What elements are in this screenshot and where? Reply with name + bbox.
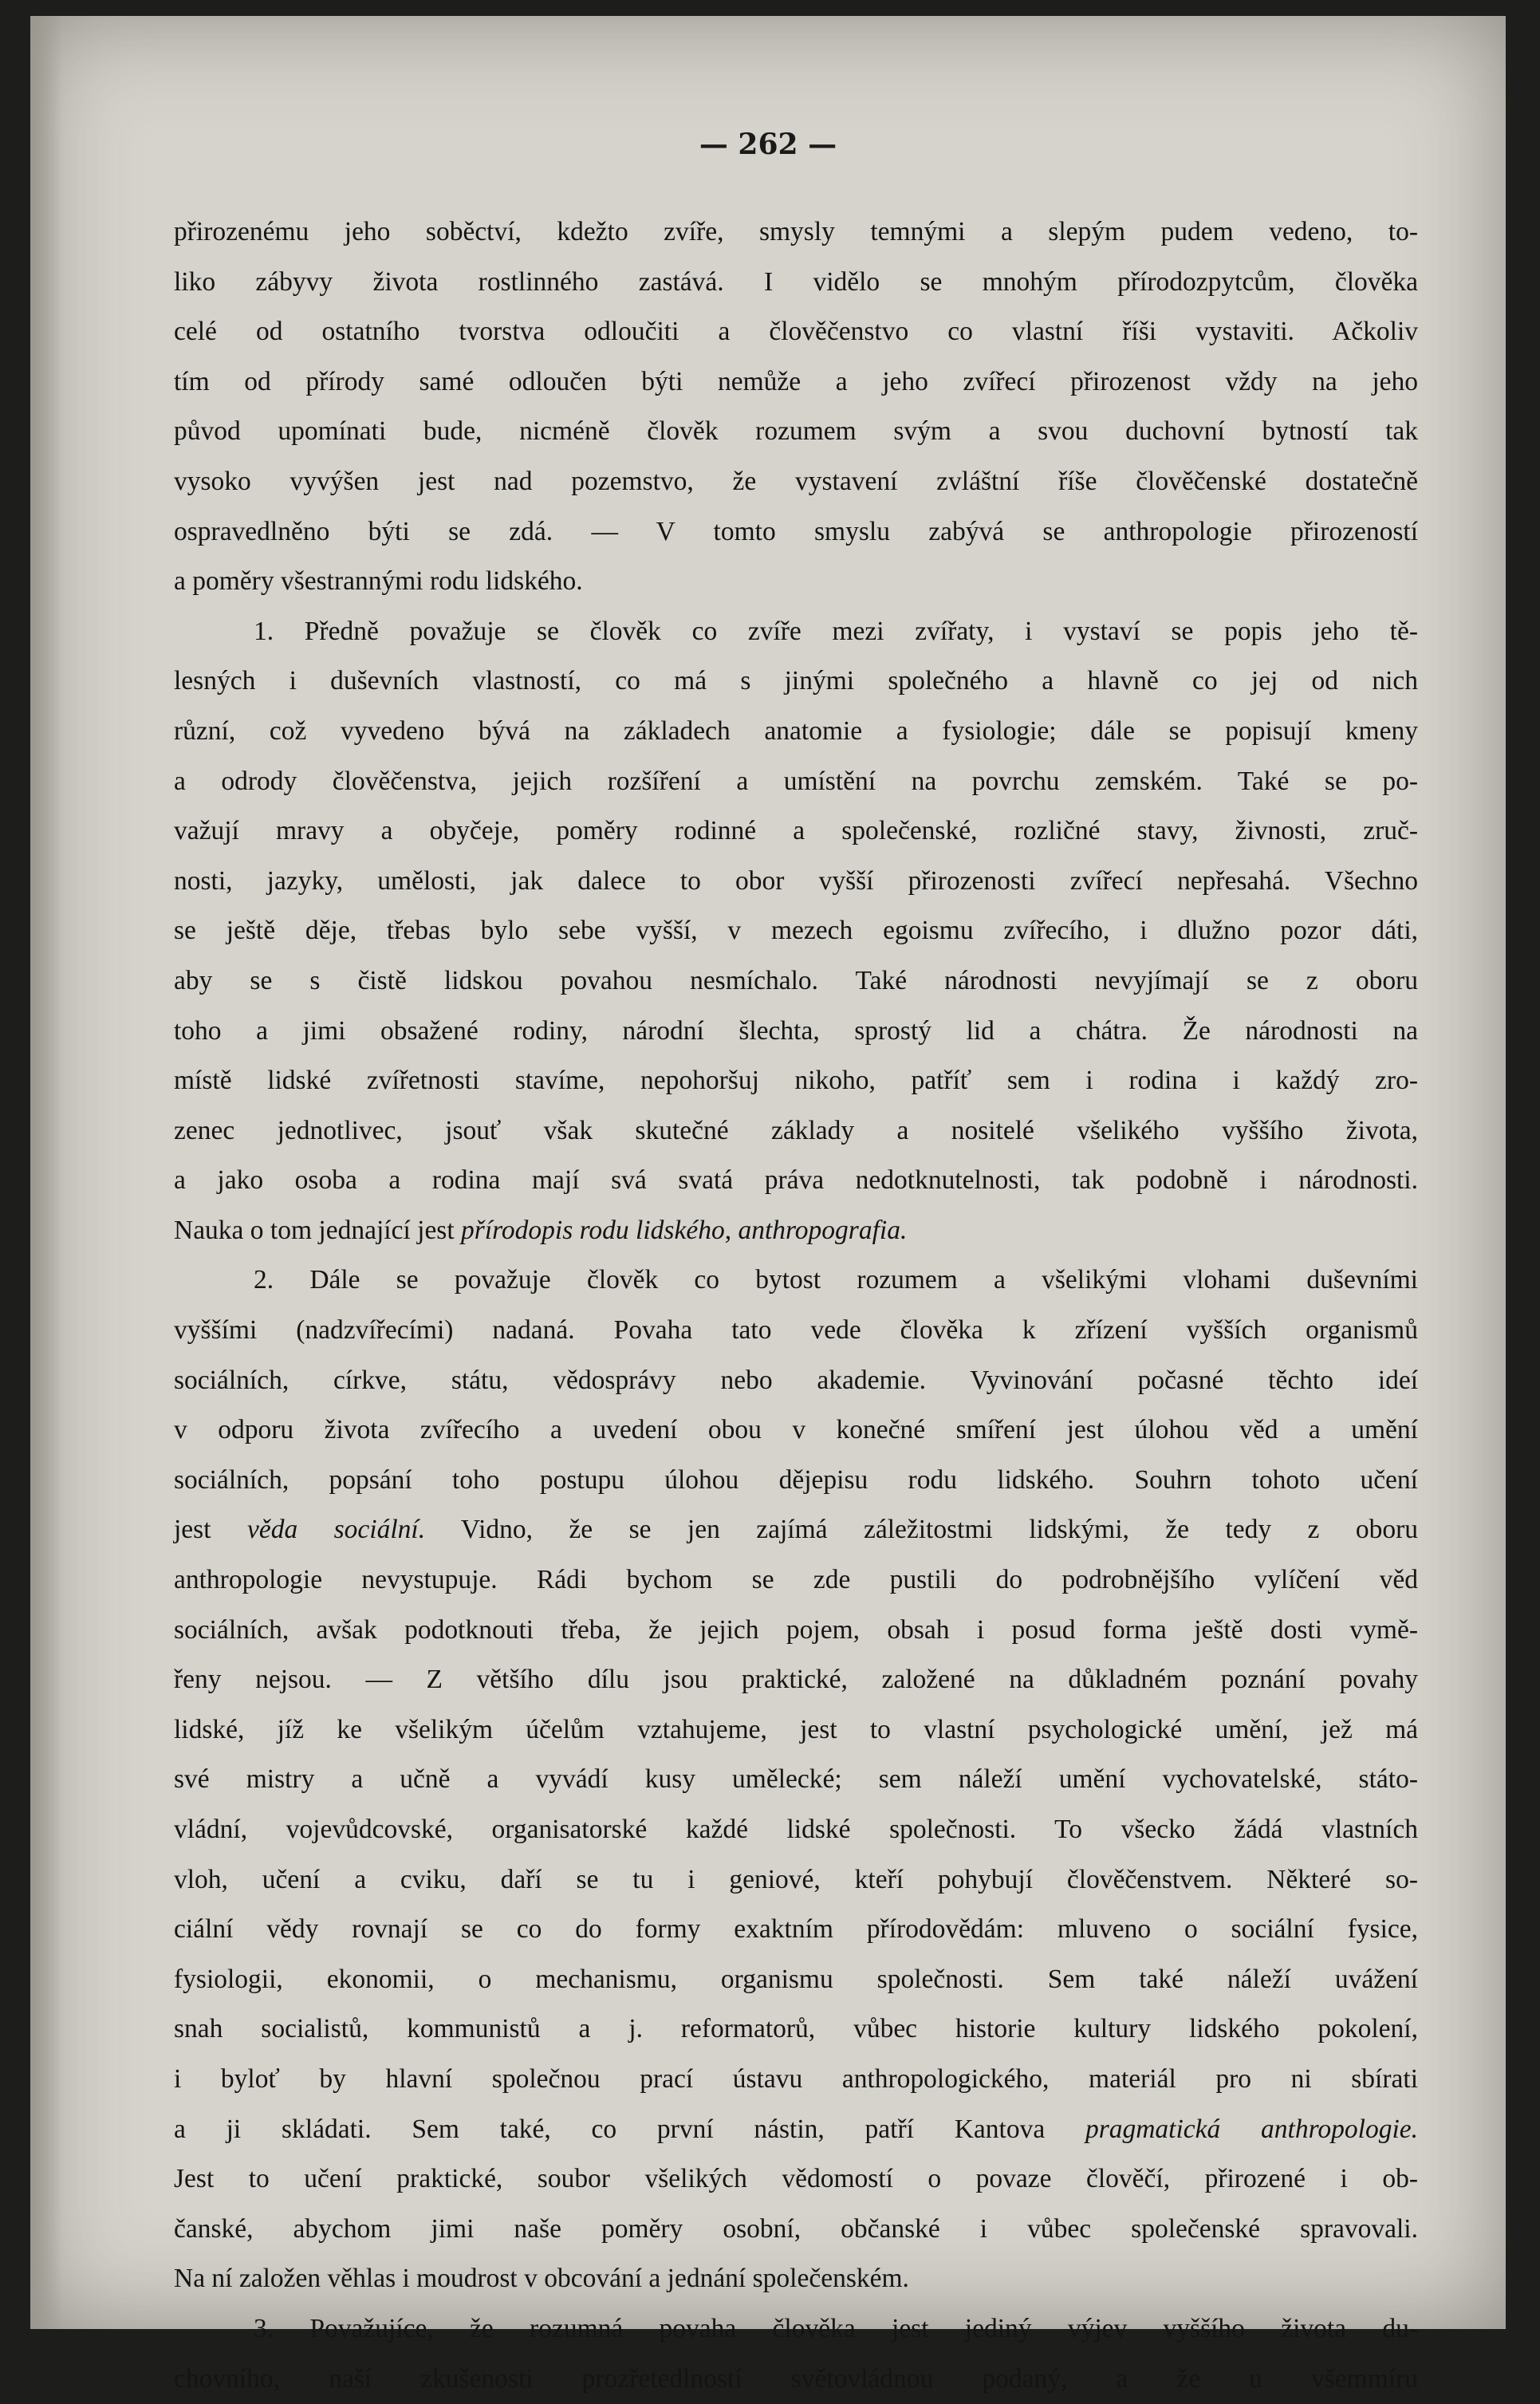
text-line-mixed [174,2105,1418,2155]
text-line: važují mravy a obyčeje, poměry rodinné a společenské, rozličné stavy, živnosti, zruč- [174,816,1418,846]
text-line: liko zábyvy života rostlinného zastává. I vidělo se mnohým přírodozpytcům, člověka [174,266,1418,297]
italic-term: věda sociální. [246,1515,426,1545]
text-line: původ upomínati bude, nicméně člověk rozumem svým a svou duchovní bytností tak [174,416,1418,447]
text-line: přirozenému jeho soběctví, kdežto zvíře, smysly temnými a slepým pudem vedeno, to- [174,217,1418,246]
text-line: celé od ostatního tvorstva odloučiti a člověčenstvo co vlastní říši vystaviti. Ačkoliv [174,317,1418,347]
text-line: své mistry a učně a vyvádí kusy umělecké; sem náleží umění vychovatelské, státo- [174,1764,1418,1795]
text-line: a odrody člověčenstva, jejich rozšíření a umístění na povrchu zemském. Také se po- [174,766,1418,796]
text-line-mixed [174,1505,1418,1555]
text-line-mixed [174,1206,1418,1256]
text-line: ospravedlněno býti se zdá. — V tomto smyslu zabývá se anthropologie přirozeností [174,516,1418,546]
text-line: 3. Považujíce, že rozumná povaha člověka jest jediný výjev vyššího života du- [254,2313,1418,2343]
text-line: lesných i duševních vlastností, co má s jinými společného a hlavně co jej od nich [174,666,1418,696]
text-line: ciální vědy rovnají se co do formy exaktním přírodovědám: mluveno o sociální fysice, [174,1914,1418,1945]
text-line: fysiologii, ekonomii, o mechanismu, organismu společnosti. Sem také náleží uvážení [174,1964,1418,1994]
text-line: sociálních, církve, státu, vědosprávy nebo akademie. Vyvinování počasné těchto ideí [174,1365,1418,1395]
text-line: různí, což vyvedeno bývá na základech anatomie a fysiologie; dále se popisují kmeny [174,715,1418,746]
text-line: řeny nejsou. — Z většího dílu jsou praktické, založené na důkladném poznání povahy [174,1665,1418,1695]
text-line: a jako osoba a rodina mají svá svatá práva nedotknutelnosti, tak podobně i národnosti. [174,1165,1418,1196]
text-run: Nauka o tom jednající jest [174,1215,462,1245]
text-line: vloh, učení a cviku, daří se tu i geniové, kteří pohybují člověčenstvem. Některé so- [174,1864,1418,1894]
text-line: vysoko vyvýšen jest nad pozemstvo, že vystavení zvláštní říše člověčenské dostatečně [174,466,1418,496]
text-line: vládní, vojevůdcovské, organisatorské každé lidské společnosti. To všecko žádá vlastních [174,1815,1418,1844]
book-page [30,16,1506,2394]
text-line: zenec jednotlivec, jsouť však skutečné základy a nositelé všelikého vyššího života, [174,1115,1418,1145]
text-line: sociálních, avšak podotknouti třeba, že jejich pojem, obsah i posud forma ještě dosti vymě- [174,1614,1418,1645]
text-line: toho a jimi obsažené rodiny, národní šlechta, sprostý lid a chátra. Že národnosti na [174,1015,1418,1046]
text-line: v odporu života zvířecího a uvedení obou v konečné smíření jest úlohou věd a umění [174,1415,1418,1445]
italic-term: přírodopis rodu lidského, anthropografia. [461,1215,908,1245]
text-line: anthropologie nevystupuje. Rádi bychom se zde pustili do podrobnějšího vylíčení věd [174,1565,1418,1595]
text-line: tím od přírody samé odloučen býti nemůže a jeho zvířecí přirozenost vždy na jeho [174,366,1418,396]
text-line: snah socialistů, kommunistů a j. reformatorů, vůbec historie kultury lidského pokolení, [174,2014,1418,2044]
text-line: aby se s čistě lidskou povahou nesmíchalo. Také národnosti nevyjímají se z oboru [174,965,1418,995]
text-run: a ji skládati. Sem také, co první nástin, patří Kantova [174,2114,1085,2144]
text-line: lidské, jíž ke všelikým účelům vztahujeme, jest to vlastní psychologické umění, jež má [174,1714,1418,1744]
text-line: chovního, naší zkušenosti prozřetedlností světovládnou podaný, a že u všemmíru [174,2363,1418,2394]
text-run: Vidno, že se jen zajímá záležitostmi lidskými, že tedy z oboru [425,1515,1418,1545]
binding-shadow [30,16,62,2329]
text-line: místě lidské zvířetnosti stavíme, nepohoršuj nikoho, patříť sem i rodina i každý zro- [174,1066,1418,1096]
text-line: čanské, abychom jimi naše poměry osobní, občanské i vůbec společenské spravovali. [174,2213,1418,2244]
text-line: se ještě děje, třebas bylo sebe vyšší, v mezech egoismu zvířecího, i dlužno pozor dáti, [174,916,1418,946]
text-line: nosti, jazyky, umělosti, jak dalece to obor vyšší přirozenosti zvířecí nepřesahá. Všechno [174,865,1418,896]
body-text [174,207,1418,2404]
text-line: a poměry všestrannými rodu lidského. [174,566,583,597]
text-line: 1. Předně považuje se člověk co zvíře mezi zvířaty, i vystaví se popis jeho tě- [254,616,1418,646]
text-line: sociálních, popsání toho postupu úlohou dějepisu rodu lidského. Souhrn tohoto učení [174,1464,1418,1495]
italic-term: pragmatická anthropologie. [1085,2114,1419,2144]
text-run: jest [174,1515,247,1545]
text-line: 2. Dále se považuje člověk co bytost rozumem a všelikými vlohami duševními [254,1265,1418,1295]
text-line: Na ní založen věhlas i moudrost v obcování a jednání společenském. [174,2264,909,2294]
text-line: vyššími (nadzvířecími) nadaná. Povaha tato vede člověka k zřízení vyšších organismů [174,1315,1418,1346]
text-line: Jest to učení praktické, soubor všelikých vědomostí o povaze člověčí, přirozené i ob- [174,2164,1418,2194]
text-line: i byloť by hlavní společnou prací ústavu anthropologického, materiál pro ni sbírati [174,2063,1418,2094]
page-number: — 262 — [699,128,837,161]
